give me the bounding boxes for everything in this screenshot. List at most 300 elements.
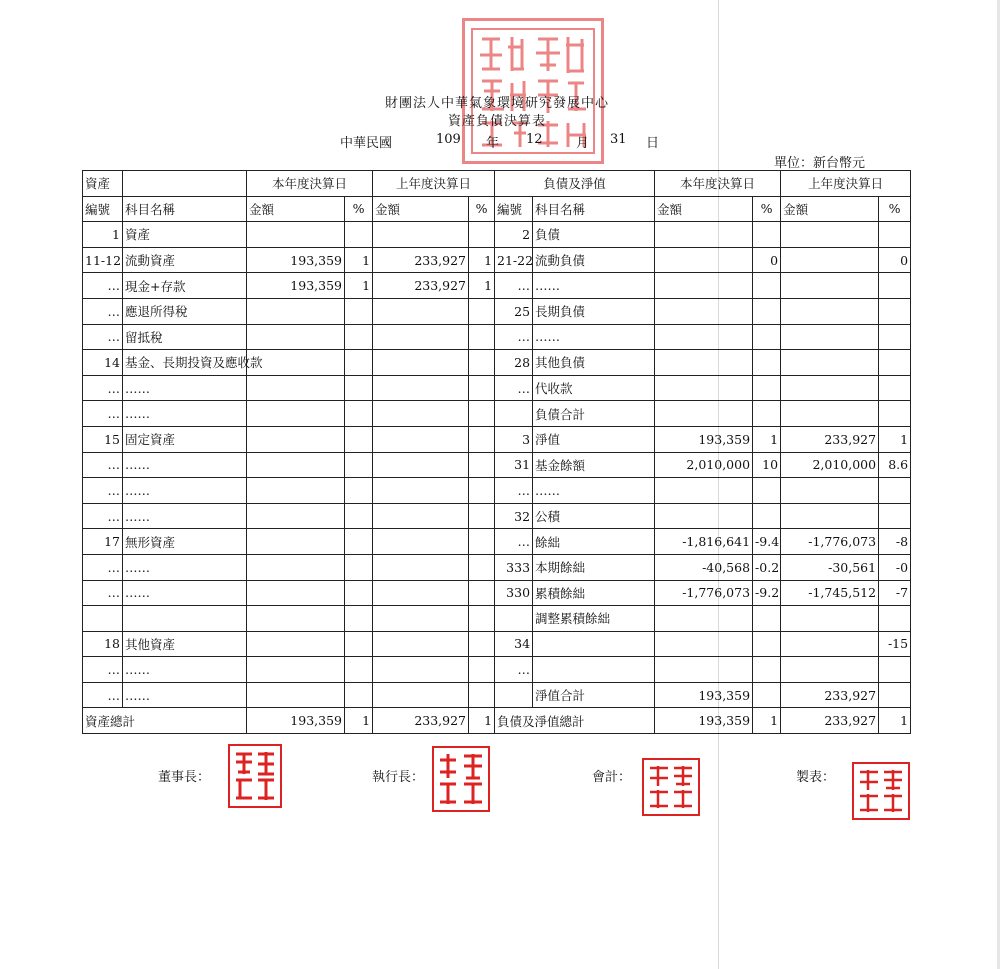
asset-current-cell (247, 529, 345, 555)
asset-current-cell (247, 375, 345, 401)
liab-prior-pct-cell: 8.6 (879, 452, 911, 478)
liab-code-cell: … (495, 273, 533, 299)
asset-name-cell: …… (123, 554, 247, 580)
asset-code-cell: … (83, 324, 123, 350)
accounting-seal-glyphs (646, 762, 696, 812)
table-row (83, 606, 911, 632)
asset-name-cell: 留抵稅 (123, 324, 247, 350)
total-liab-equity-prior: 233,927 (781, 708, 879, 734)
date-month-unit: 月 (576, 136, 590, 151)
liab-name-cell: 負債合計 (533, 401, 655, 427)
asset-current-pct-cell (345, 682, 373, 708)
liab-current-pct-cell: -9.4 (753, 529, 781, 555)
asset-current-pct-cell (345, 503, 373, 529)
liab-code-cell: … (495, 657, 533, 683)
account-name-header: 科目名稱 (123, 196, 247, 222)
liab-prior-cell: -1,776,073 (781, 529, 879, 555)
table-row (83, 247, 911, 273)
liab-current-pct-cell: -0.2 (753, 554, 781, 580)
liab-name-cell: 基金餘額 (533, 452, 655, 478)
liab-prior-pct-cell (879, 324, 911, 350)
asset-prior-cell (373, 298, 469, 324)
date-year: 109 (436, 132, 461, 147)
liab-current-pct-cell (753, 606, 781, 632)
ceo-label: 執行長： (372, 770, 425, 785)
liab-prior-pct-cell: -15 (879, 631, 911, 657)
liab-current-cell: -1,776,073 (655, 580, 753, 606)
liab-current-cell (655, 273, 753, 299)
liab-current-cell (655, 478, 753, 504)
liab-prior-pct-cell (879, 657, 911, 683)
liab-prior-cell: -30,561 (781, 554, 879, 580)
liab-prior-pct-cell: 1 (879, 426, 911, 452)
liab-prior-pct-cell: 0 (879, 247, 911, 273)
asset-prior-cell (373, 631, 469, 657)
chairman-seal-glyphs (232, 748, 278, 804)
asset-name-cell: 流動資產 (123, 247, 247, 273)
liab-current-cell: -40,568 (655, 554, 753, 580)
liab-prior-pct-cell: -7 (879, 580, 911, 606)
liab-prior-cell (781, 503, 879, 529)
liab-code-cell: 34 (495, 631, 533, 657)
asset-prior-cell (373, 426, 469, 452)
preparer-seal (852, 762, 910, 820)
asset-current-pct-cell (345, 529, 373, 555)
liab-code-cell: … (495, 375, 533, 401)
asset-name-cell: …… (123, 452, 247, 478)
asset-name-cell: 基金、長期投資及應收款 (123, 350, 247, 376)
total-liab-equity-prior-pct: 1 (879, 708, 911, 734)
asset-code-cell: … (83, 273, 123, 299)
asset-name-cell: …… (123, 682, 247, 708)
asset-name-cell: …… (123, 478, 247, 504)
amount-header: 金額 (655, 196, 753, 222)
liab-current-pct-cell (753, 478, 781, 504)
liab-name-cell: 淨值合計 (533, 682, 655, 708)
asset-current-cell (247, 401, 345, 427)
asset-name-cell: …… (123, 657, 247, 683)
liab-current-cell (655, 657, 753, 683)
total-assets-prior: 233,927 (373, 708, 469, 734)
asset-prior-pct-cell (469, 298, 495, 324)
asset-prior-pct-cell (469, 401, 495, 427)
liab-prior-cell: 2,010,000 (781, 452, 879, 478)
liab-current-pct-cell: 10 (753, 452, 781, 478)
liab-prior-cell (781, 324, 879, 350)
chairman-label: 董事長： (158, 770, 211, 785)
asset-prior-pct-cell (469, 529, 495, 555)
liab-current-cell: -1,816,641 (655, 529, 753, 555)
asset-code-cell: … (83, 375, 123, 401)
asset-prior-pct-cell (469, 606, 495, 632)
liab-prior-pct-cell (879, 350, 911, 376)
asset-current-pct-cell (345, 401, 373, 427)
assets-prior-year-header: 上年度決算日 (373, 171, 495, 197)
asset-code-cell: … (83, 554, 123, 580)
liab-prior-cell (781, 375, 879, 401)
asset-prior-pct-cell (469, 631, 495, 657)
liab-code-cell: … (495, 324, 533, 350)
liab-prior-cell (781, 606, 879, 632)
amount-header: 金額 (373, 196, 469, 222)
table-row (83, 682, 911, 708)
liab-name-cell: …… (533, 273, 655, 299)
liab-name-cell: 公積 (533, 503, 655, 529)
asset-prior-pct-cell (469, 478, 495, 504)
asset-name-cell (123, 606, 247, 632)
asset-current-pct-cell (345, 606, 373, 632)
asset-prior-pct-cell (469, 426, 495, 452)
asset-prior-cell (373, 606, 469, 632)
accounting-seal (642, 758, 700, 816)
liab-prior-year-header: 上年度決算日 (781, 171, 911, 197)
liab-current-pct-cell (753, 273, 781, 299)
table-row (83, 631, 911, 657)
liab-code-cell: 31 (495, 452, 533, 478)
asset-prior-pct-cell: 1 (469, 247, 495, 273)
total-assets-label: 資產總計 (83, 708, 247, 734)
liab-prior-cell: 233,927 (781, 682, 879, 708)
liab-name-cell: 長期負債 (533, 298, 655, 324)
liab-name-cell: …… (533, 478, 655, 504)
asset-prior-pct-cell (469, 222, 495, 248)
asset-code-cell (83, 606, 123, 632)
header-row-1 (83, 171, 911, 197)
liab-code-cell (495, 606, 533, 632)
asset-name-cell: …… (123, 401, 247, 427)
liab-code-cell: 3 (495, 426, 533, 452)
asset-code-cell: … (83, 478, 123, 504)
asset-prior-cell (373, 478, 469, 504)
asset-prior-cell (373, 657, 469, 683)
liab-name-cell: 負債 (533, 222, 655, 248)
table-row (83, 298, 911, 324)
liab-code-cell (495, 401, 533, 427)
liab-current-year-header: 本年度決算日 (655, 171, 781, 197)
asset-current-pct-cell: 1 (345, 247, 373, 273)
asset-current-pct-cell (345, 426, 373, 452)
date-day-unit: 日 (646, 136, 660, 151)
liab-prior-pct-cell (879, 298, 911, 324)
table-row (83, 478, 911, 504)
liab-name-cell: 代收款 (533, 375, 655, 401)
date-year-unit: 年 (486, 136, 500, 151)
liab-prior-cell (781, 273, 879, 299)
table-row (83, 426, 911, 452)
asset-current-pct-cell (345, 350, 373, 376)
liab-current-pct-cell (753, 682, 781, 708)
code-header: 編號 (83, 196, 123, 222)
liab-prior-cell (781, 401, 879, 427)
asset-current-cell (247, 554, 345, 580)
asset-current-cell: 193,359 (247, 247, 345, 273)
table-row (83, 222, 911, 248)
asset-prior-cell (373, 401, 469, 427)
liab-current-pct-cell (753, 375, 781, 401)
asset-prior-pct-cell (469, 503, 495, 529)
percent-header: % (469, 196, 495, 222)
liab-code-cell: … (495, 529, 533, 555)
total-assets-prior-pct: 1 (469, 708, 495, 734)
asset-current-pct-cell (345, 222, 373, 248)
liab-prior-pct-cell (879, 375, 911, 401)
asset-prior-pct-cell (469, 657, 495, 683)
asset-prior-cell (373, 682, 469, 708)
total-liab-equity-current-pct: 1 (753, 708, 781, 734)
percent-header: % (345, 196, 373, 222)
liab-code-cell: … (495, 478, 533, 504)
asset-current-pct-cell (345, 324, 373, 350)
liab-prior-cell (781, 478, 879, 504)
amount-header: 金額 (247, 196, 345, 222)
liab-name-cell: …… (533, 324, 655, 350)
asset-current-cell (247, 426, 345, 452)
asset-prior-pct-cell (469, 682, 495, 708)
liab-name-cell (533, 631, 655, 657)
liab-code-cell: 25 (495, 298, 533, 324)
liab-current-pct-cell (753, 503, 781, 529)
liab-code-cell (495, 682, 533, 708)
asset-prior-pct-cell (469, 324, 495, 350)
asset-current-cell (247, 682, 345, 708)
liab-prior-pct-cell (879, 273, 911, 299)
liab-code-cell: 28 (495, 350, 533, 376)
liab-current-pct-cell (753, 401, 781, 427)
asset-name-cell: 資產 (123, 222, 247, 248)
liab-current-cell (655, 631, 753, 657)
asset-prior-cell (373, 503, 469, 529)
ceo-seal-glyphs (436, 750, 486, 808)
asset-prior-cell (373, 222, 469, 248)
asset-code-cell: 15 (83, 426, 123, 452)
liab-prior-pct-cell (879, 503, 911, 529)
amount-header: 金額 (781, 196, 879, 222)
liab-prior-cell (781, 657, 879, 683)
asset-name-cell: 應退所得稅 (123, 298, 247, 324)
asset-prior-cell (373, 554, 469, 580)
liab-prior-cell (781, 247, 879, 273)
liab-prior-pct-cell (879, 401, 911, 427)
asset-prior-cell: 233,927 (373, 247, 469, 273)
asset-code-cell: 18 (83, 631, 123, 657)
liab-name-cell: 餘絀 (533, 529, 655, 555)
table-row (83, 324, 911, 350)
asset-code-cell: 17 (83, 529, 123, 555)
preparer-seal-glyphs (856, 766, 906, 816)
asset-current-cell (247, 503, 345, 529)
liab-current-pct-cell (753, 222, 781, 248)
asset-prior-cell (373, 452, 469, 478)
liab-current-pct-cell: 0 (753, 247, 781, 273)
date-month: 12 (526, 132, 543, 147)
asset-current-cell (247, 324, 345, 350)
asset-code-cell: 14 (83, 350, 123, 376)
liab-prior-cell (781, 350, 879, 376)
assets-header: 資產 (83, 171, 123, 197)
asset-name-cell: 其他資產 (123, 631, 247, 657)
percent-header: % (879, 196, 911, 222)
asset-prior-pct-cell (469, 580, 495, 606)
asset-current-pct-cell (345, 452, 373, 478)
asset-code-cell: … (83, 401, 123, 427)
liab-name-cell: 本期餘絀 (533, 554, 655, 580)
asset-current-pct-cell (345, 554, 373, 580)
asset-prior-pct-cell (469, 452, 495, 478)
account-name-header: 科目名稱 (533, 196, 655, 222)
liab-current-cell (655, 222, 753, 248)
table-row (83, 401, 911, 427)
liab-prior-pct-cell (879, 606, 911, 632)
asset-name-cell: …… (123, 375, 247, 401)
asset-code-cell: … (83, 298, 123, 324)
total-liab-equity-current: 193,359 (655, 708, 753, 734)
organization-name: 財團法人中華氣象環境研究發展中心 (384, 96, 609, 111)
liab-current-pct-cell (753, 657, 781, 683)
liab-current-cell (655, 298, 753, 324)
liabilities-equity-header: 負債及淨值 (495, 171, 655, 197)
code-header: 編號 (495, 196, 533, 222)
ceo-seal (432, 746, 490, 812)
liab-current-cell: 2,010,000 (655, 452, 753, 478)
liab-prior-pct-cell (879, 478, 911, 504)
liab-code-cell: 330 (495, 580, 533, 606)
asset-code-cell: … (83, 503, 123, 529)
table-row (83, 375, 911, 401)
asset-current-cell (247, 580, 345, 606)
liab-code-cell: 2 (495, 222, 533, 248)
liab-current-pct-cell: -9.2 (753, 580, 781, 606)
asset-current-pct-cell (345, 631, 373, 657)
liab-name-cell: 淨值 (533, 426, 655, 452)
liab-name-cell: 累積餘絀 (533, 580, 655, 606)
asset-current-cell (247, 606, 345, 632)
asset-name-cell: 固定資產 (123, 426, 247, 452)
asset-current-cell (247, 478, 345, 504)
liab-current-pct-cell (753, 298, 781, 324)
total-assets-current-pct: 1 (345, 708, 373, 734)
asset-prior-cell (373, 580, 469, 606)
liab-current-cell (655, 375, 753, 401)
liab-prior-cell (781, 222, 879, 248)
asset-current-cell: 193,359 (247, 273, 345, 299)
table-row (83, 554, 911, 580)
liab-prior-pct-cell (879, 682, 911, 708)
liab-current-pct-cell (753, 631, 781, 657)
asset-code-cell: 11-12 (83, 247, 123, 273)
header-row-2 (83, 196, 911, 222)
liab-current-cell (655, 503, 753, 529)
table-row (83, 580, 911, 606)
asset-current-pct-cell (345, 375, 373, 401)
liab-current-cell: 193,359 (655, 682, 753, 708)
liab-code-cell: 32 (495, 503, 533, 529)
liab-current-cell (655, 350, 753, 376)
date-era: 中華民國 (340, 136, 393, 151)
asset-current-cell (247, 452, 345, 478)
liab-current-cell (655, 401, 753, 427)
percent-header: % (753, 196, 781, 222)
liab-code-cell: 333 (495, 554, 533, 580)
asset-current-cell (247, 298, 345, 324)
liab-prior-pct-cell: -0 (879, 554, 911, 580)
liab-name-cell (533, 657, 655, 683)
assets-current-year-header: 本年度決算日 (247, 171, 373, 197)
asset-name-cell: …… (123, 580, 247, 606)
liab-current-pct-cell (753, 350, 781, 376)
asset-current-cell (247, 222, 345, 248)
liab-current-pct-cell (753, 324, 781, 350)
asset-prior-pct-cell (469, 375, 495, 401)
asset-prior-cell: 233,927 (373, 273, 469, 299)
asset-prior-pct-cell: 1 (469, 273, 495, 299)
liab-current-cell (655, 247, 753, 273)
liab-code-cell: 21-22 (495, 247, 533, 273)
liab-name-cell: 其他負債 (533, 350, 655, 376)
asset-prior-cell (373, 529, 469, 555)
accounting-label: 會計： (592, 770, 632, 785)
asset-code-cell: … (83, 657, 123, 683)
currency-unit: 單位：新台幣元 (774, 156, 866, 171)
table-row (83, 452, 911, 478)
liab-prior-cell: -1,745,512 (781, 580, 879, 606)
asset-name-cell: 現金+存款 (123, 273, 247, 299)
asset-current-pct-cell (345, 657, 373, 683)
total-row (83, 708, 911, 734)
asset-name-cell: …… (123, 503, 247, 529)
document-title: 資產負債決算表 (447, 114, 546, 129)
blank-cell (123, 171, 247, 197)
asset-code-cell: … (83, 682, 123, 708)
table-row (83, 657, 911, 683)
asset-code-cell: 1 (83, 222, 123, 248)
liab-prior-cell (781, 298, 879, 324)
table-row (83, 350, 911, 376)
asset-prior-cell (373, 350, 469, 376)
balance-sheet-table (82, 170, 911, 734)
liab-name-cell: 調整累積餘絀 (533, 606, 655, 632)
date-day: 31 (610, 132, 627, 147)
liab-current-cell (655, 324, 753, 350)
table-row (83, 503, 911, 529)
liab-prior-pct-cell (879, 222, 911, 248)
table-row (83, 529, 911, 555)
liab-prior-pct-cell: -8 (879, 529, 911, 555)
asset-prior-cell (373, 375, 469, 401)
liab-prior-cell (781, 631, 879, 657)
preparer-label: 製表： (796, 770, 836, 785)
total-assets-current: 193,359 (247, 708, 345, 734)
liab-current-pct-cell: 1 (753, 426, 781, 452)
liab-current-cell: 193,359 (655, 426, 753, 452)
asset-prior-cell (373, 324, 469, 350)
table-row (83, 273, 911, 299)
asset-current-cell (247, 657, 345, 683)
asset-prior-pct-cell (469, 350, 495, 376)
asset-name-cell: 無形資產 (123, 529, 247, 555)
asset-prior-pct-cell (469, 554, 495, 580)
asset-current-pct-cell (345, 298, 373, 324)
liab-name-cell: 流動負債 (533, 247, 655, 273)
total-liab-equity-label: 負債及淨值總計 (495, 708, 655, 734)
asset-code-cell: … (83, 452, 123, 478)
asset-current-pct-cell (345, 580, 373, 606)
liab-current-cell (655, 606, 753, 632)
liab-prior-cell: 233,927 (781, 426, 879, 452)
asset-current-pct-cell: 1 (345, 273, 373, 299)
chairman-seal (228, 744, 282, 808)
asset-current-pct-cell (345, 478, 373, 504)
asset-code-cell: … (83, 580, 123, 606)
